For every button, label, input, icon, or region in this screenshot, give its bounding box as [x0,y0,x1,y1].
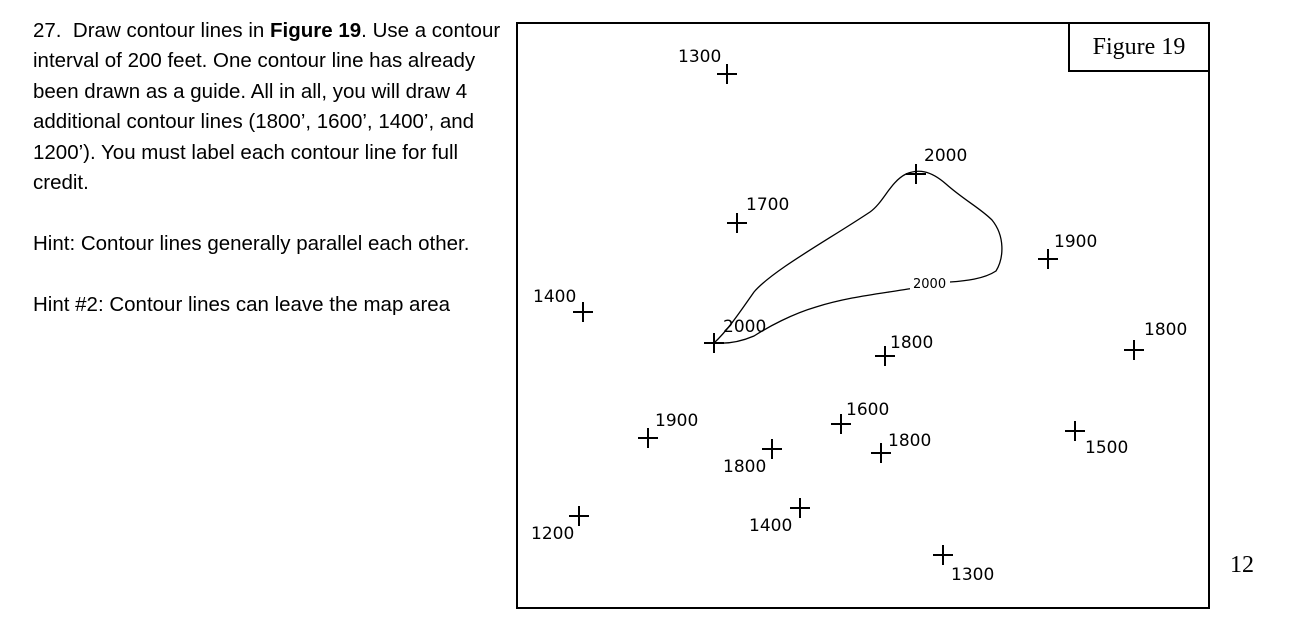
elev-label-1800-center: 1800 [890,333,934,353]
marker-1400-bottom [790,498,810,518]
elev-label-2000-low: 2000 [723,317,767,337]
elev-label-1900-right: 1900 [1054,232,1098,252]
marker-1900-left [638,428,658,448]
marker-1300-top [717,64,737,84]
figure-19-map [516,22,1210,609]
marker-1900-right [1038,249,1058,269]
question-number: 27. [33,19,62,42]
elev-label-1300-top: 1300 [678,47,722,67]
figure-title: Figure 19 [1068,22,1210,72]
question-intro: Draw contour lines in [72,19,265,42]
page-number: 12 [1230,552,1254,578]
elevation-markers [569,64,1144,565]
marker-2000-peak [906,164,926,184]
elev-label-1800-mid: 1800 [723,457,767,477]
elev-label-1400-left: 1400 [533,287,577,307]
question-paragraph [33,16,503,198]
marker-1200 [569,506,589,526]
marker-1800-mid [762,439,782,459]
figure-reference: Figure 19 [270,19,362,42]
hint-one: Hint: Contour lines generally parallel each other. [33,231,470,255]
elev-label-1800-lower: 1800 [888,431,932,451]
elev-label-1300-bottom: 1300 [951,565,995,585]
contour-label-2000: 2000 [913,277,947,292]
marker-1300-bottom [933,545,953,565]
elev-label-1200: 1200 [531,524,575,544]
map-canvas [518,24,1208,607]
marker-1500 [1065,421,1085,441]
elev-label-2000-peak: 2000 [924,146,968,166]
elev-label-1900-left: 1900 [655,411,699,431]
hint-two: Hint #2: Contour lines can leave the map area [33,292,451,316]
elev-label-1600: 1600 [846,400,890,420]
elev-label-1400-bottom: 1400 [749,516,793,536]
marker-1700 [727,213,747,233]
elevation-labels [531,47,1187,585]
elev-label-1700: 1700 [746,195,790,215]
elev-label-1800-right: 1800 [1144,320,1188,340]
elev-label-1500: 1500 [1085,438,1129,458]
question-instructions: . Use a contour interval of 200 feet. One contour line has already been drawn as a guide. All in all, you will draw 4 additional contour lines (1800’, 1600’, 1400’, and 1200’). You must label each contour line for full credit. [33,19,501,195]
marker-1800-right [1124,340,1144,360]
question-text [33,16,503,350]
